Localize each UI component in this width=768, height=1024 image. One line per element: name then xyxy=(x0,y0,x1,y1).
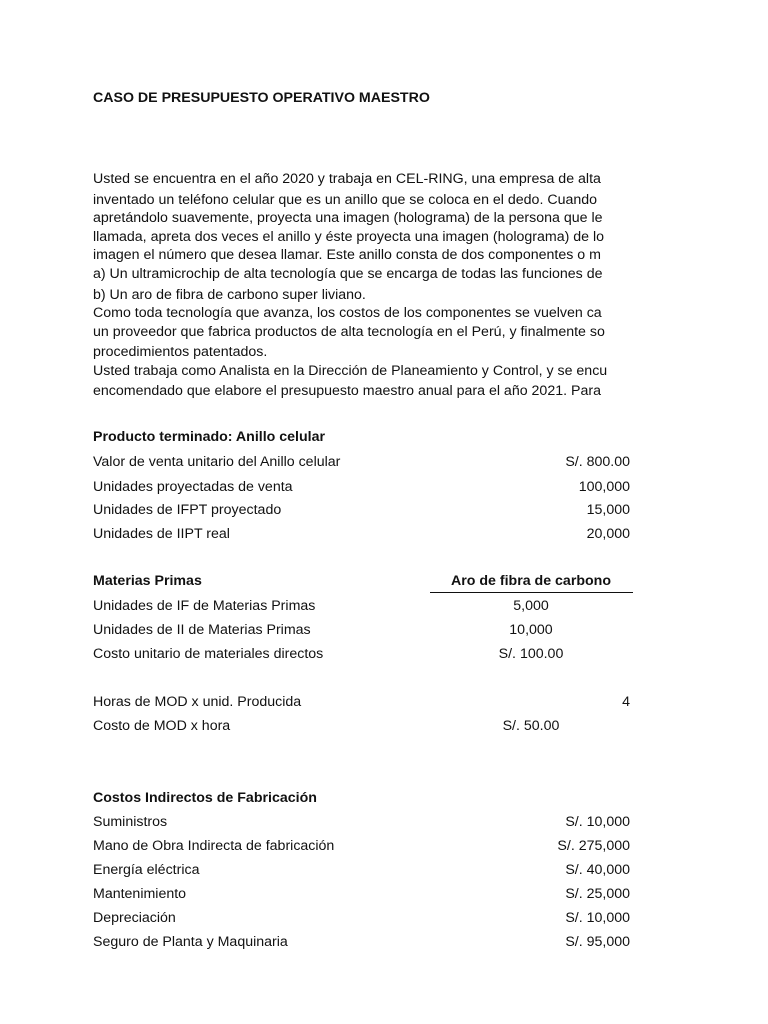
cif-row-value: S/. 95,000 xyxy=(565,934,630,950)
intro-line: procedimientos patentados. xyxy=(93,344,268,360)
cif-row-label: Mano de Obra Indirecta de fabricación xyxy=(93,838,335,854)
cif-row-value: S/. 25,000 xyxy=(565,886,630,902)
intro-line: Usted se encuentra en el año 2020 y trabaja en CEL-RING, una empresa de alta xyxy=(93,171,601,187)
cif-row-label: Energía eléctrica xyxy=(93,862,200,878)
materias-row-value: 10,000 xyxy=(509,622,553,638)
producto-row-value: 20,000 xyxy=(586,526,630,542)
intro-line: Usted trabaja como Analista en la Dirección de Planeamiento y Control, y se encu xyxy=(93,363,608,379)
column-header-rule xyxy=(430,592,633,593)
intro-line: llamada, apreta dos veces el anillo y éste proyecta una imagen (holograma) de lo xyxy=(93,229,605,245)
mod-row-label: Horas de MOD x unid. Producida xyxy=(93,694,302,710)
materias-heading: Materias Primas xyxy=(93,573,202,589)
mod-row-value: 4 xyxy=(622,694,630,710)
materias-row-label: Unidades de II de Materias Primas xyxy=(93,622,311,638)
cif-row-label: Depreciación xyxy=(93,910,176,926)
cif-row-value: S/. 40,000 xyxy=(565,862,630,878)
cif-row-value: S/. 10,000 xyxy=(565,814,630,830)
producto-row-label: Valor de venta unitario del Anillo celular xyxy=(93,454,341,470)
materias-row-value: S/. 100.00 xyxy=(498,646,564,662)
cif-row-label: Mantenimiento xyxy=(93,886,187,902)
producto-row-label: Unidades proyectadas de venta xyxy=(93,479,293,495)
materias-column-header: Aro de fibra de carbono xyxy=(450,573,612,589)
cif-row-label: Seguro de Planta y Maquinaria xyxy=(93,934,288,950)
producto-row-label: Unidades de IIPT real xyxy=(93,526,230,542)
producto-row-label: Unidades de IFPT proyectado xyxy=(93,502,282,518)
producto-row-value: S/. 800.00 xyxy=(565,454,630,470)
intro-line: apretándolo suavemente, proyecta una imagen (holograma) de la persona que le xyxy=(93,210,603,226)
cif-row-value: S/. 10,000 xyxy=(565,910,630,926)
intro-line: imagen el número que desea llamar. Este anillo consta de dos componentes o m xyxy=(93,247,601,263)
cif-row-label: Suministros xyxy=(93,814,168,830)
materias-row-label: Costo unitario de materiales directos xyxy=(93,646,324,662)
intro-line: a) Un ultramicrochip de alta tecnología que se encarga de todas las funciones de xyxy=(93,266,603,282)
intro-line: b) Un aro de fibra de carbono super liviano. xyxy=(93,287,366,303)
intro-line: encomendado que elabore el presupuesto maestro anual para el año 2021. Para xyxy=(93,383,601,399)
cif-heading: Costos Indirectos de Fabricación xyxy=(93,790,317,806)
producto-heading: Producto terminado: Anillo celular xyxy=(93,429,326,445)
intro-line: Como toda tecnología que avanza, los costos de los componentes se vuelven ca xyxy=(93,305,602,321)
producto-row-value: 15,000 xyxy=(586,502,630,518)
mod-row-value: S/. 50.00 xyxy=(502,718,560,734)
document-title: CASO DE PRESUPUESTO OPERATIVO MAESTRO xyxy=(93,90,430,106)
intro-line: inventado un teléfono celular que es un anillo que se coloca en el dedo. Cuando xyxy=(93,192,598,208)
intro-line: un proveedor que fabrica productos de alta tecnología en el Perú, y finalmente so xyxy=(93,324,605,340)
producto-row-value: 100,000 xyxy=(578,479,630,495)
materias-row-label: Unidades de IF de Materias Primas xyxy=(93,598,316,614)
mod-row-label: Costo de MOD x hora xyxy=(93,718,231,734)
cif-row-value: S/. 275,000 xyxy=(557,838,630,854)
materias-row-value: 5,000 xyxy=(513,598,549,614)
